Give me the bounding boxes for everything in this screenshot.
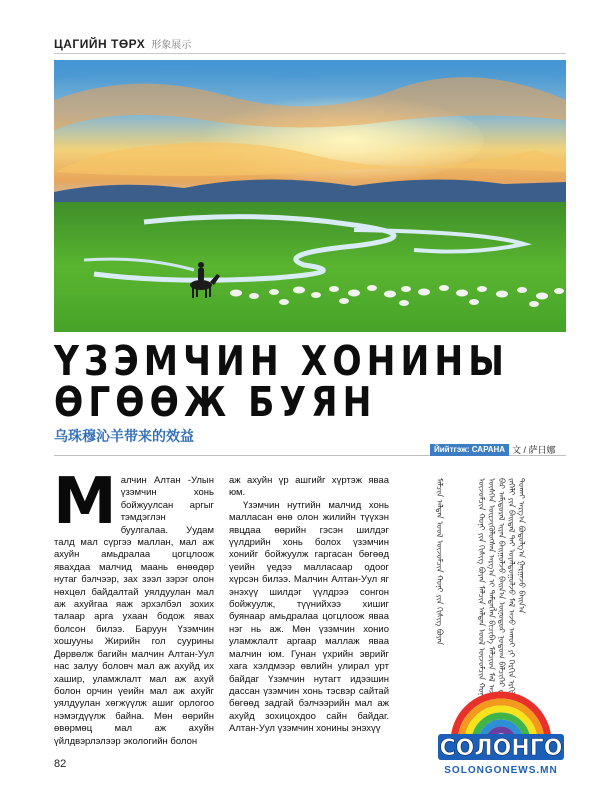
body-column-1 bbox=[53, 465, 214, 748]
section-title: ЦАГИЙН ТӨРХ bbox=[54, 37, 146, 51]
chinese-subtitle: 乌珠穆沁羊带来的效益 bbox=[54, 429, 194, 445]
solongo-logo bbox=[432, 672, 570, 782]
writer-credit: 文 / 萨日娜 bbox=[512, 445, 556, 455]
column-1-text: алчин Алтан -Улын үзэмчин хонь бойжуулсан аргыг тэмдэглэн буулгалаа. Уудам талд мал сүргээ маллан, мал аж ахуйн амьдралаа цогцлоож явахдаа малчид маань өнөөдөр нутаг бэлчээр, зах зээл зэрэг олон нөхцөл байдалтай уялдуулан мал аж ахуйгаа яаж эрхэлбэл зохих талаар арга ухаан бодож явах болсон билээ. Баруун Үзэмчин хошууны Жирийн гол суурины Дөрвөлж багийн малчин Алтан-Уул нас залуу боловч мал аж ахуйд их хашир, уламжлалт мал аж ахуй болон орчин үеийн мал аж ахуйг уялдуулан хөгжүүлж ашиг орлогоо нэмэгдүүлж байна. Мөн өөрийн өвөрмөц мал аж ахуйн үйлдвэрлэлээр экологийн болон bbox=[54, 475, 214, 747]
mongolian-script-title: ᠮᠠᠯᠴᠢᠨ ᠠᠯᠲᠠᠨ ᠤᠤᠯ ᠦᠵᠦᠮᠴᠢᠨ ᠬᠣᠨᠢ ᠶᠢᠨ ᠬᠢᠰᠢᠭ ᠪᠤᠶᠠᠨ bbox=[435, 478, 444, 645]
section-subtitle: 形象展示 bbox=[151, 40, 192, 51]
column-2-paragraph-2: Үзэмчин нутгийн малчид хонь малласан өнө олон жилийн түүхэн явцдаа өөрийн гэсэн шилдэг үүлдрийн хонь болох үзэмчин хонийг бойжуулж гаргасан бөгөөд үеийн үедээ малласаар одоог хүрсэн билээ. Малчин Алтан-Уул яг энэхүү шилдэг үүлдрээ сонгон бойжуулж, түүнийхээ хишиг буянаар амьдралаа цогцлоож яваа нэг нь аж. Мөн үзэмчин хонио уламжлалт аргаар маллаж яваа малчин юм. Гунан үхрийн эврийг хага хэлдмээр өвлийн улирал урт байдаг Үзэмчин нутагт идээшин дассан үзэмчин хонь тэсвэр сайтай бөгөөд задгай бэлчээрийн мал аж ахуйд зохицохдоо сайн байдаг. Алтан-Уул үзэмчин хонины энэхүү bbox=[229, 499, 389, 735]
drop-cap: М bbox=[53, 465, 117, 539]
steppe-photo bbox=[54, 60, 566, 332]
column-2-paragraph-1: аж ахуйн үр ашгийг хүртэж яваа юм. bbox=[229, 475, 389, 499]
section-header bbox=[54, 36, 191, 52]
logo-wordmark: СОЛОНГО bbox=[439, 736, 563, 761]
page-number: 82 bbox=[54, 758, 67, 770]
mongolian-script-body: ᠦᠵᠦᠮᠴᠢᠨ ᠬᠣᠨᠢ ᠶᠢᠨ ᠬᠢᠰᠢᠭ ᠪᠤᠶᠠᠨ ᠮᠠᠯᠴᠢᠨ ᠠᠯᠲᠠᠨ ᠤᠤᠯ ᠦᠵᠦᠮᠴᠢᠨ ᠬᠣᠨᠢ ᠥᠰᠬᠡᠨ ᠦᠷᠵᠢᠭᠦᠯᠦᠭᠰᠡᠨ ᠠᠷᠭ᠎ᠠ ᠢ ᠲᠡᠮᠳᠡᠭᠯᠡᠨ ᠪᠢᠴᠢᠪᠡ ᠮᠠᠯᠴᠢᠳ ᠮᠠᠯ ᠠᠵᠤ ᠠᠬᠤᠢ ᠪᠡᠷ ᠠᠮᠢᠳᠤᠷᠠᠯ ᠢᠶᠠᠨ ᠪᠠᠢᠭᠤᠯᠵᠤ ᠪᠠᠢᠨ᠎ᠠ ᠥᠨᠥᠳᠦᠷ ᠨᠤᠲᠤᠭ ᠪᠡᠯᠴᠢᠭᠡᠷ ᠵᠠᠬ᠎ᠠ ᠵᠡᠭᠡᠯᠢ ᠶᠢᠨ ᠪᠠᠢᠳᠠᠯ ᠲᠠᠢ ᠤᠶᠠᠯᠳᠤᠭᠤᠯᠵᠤ ᠮᠠᠯ ᠠᠵᠤ ᠠᠬᠤᠢ ᠶᠢ ᠬᠡᠷᠬᠢᠨ ᠡᠷᠬᠢᠯᠡᠬᠦ ᠲᠤᠬᠠᠢ ᠠᠷᠭ᠎ᠠ ᠪᠣᠳᠤᠯᠭ᠎ᠠ ᠭᠠᠷᠭᠠᠵᠤ ᠪᠠᠢᠨ᠎ᠠ bbox=[477, 478, 526, 722]
headline-line-1: ҮЗЭМЧИН ХОНИНЫ bbox=[54, 337, 509, 385]
header-divider bbox=[54, 53, 566, 54]
author-tag: Йийтгэж: САРАНА bbox=[430, 444, 509, 456]
headline-line-2: ӨГӨӨЖ БУЯН bbox=[54, 378, 377, 426]
logo-url: SOLONGONEWS.MN bbox=[444, 765, 558, 776]
body-column-2 bbox=[229, 475, 389, 736]
